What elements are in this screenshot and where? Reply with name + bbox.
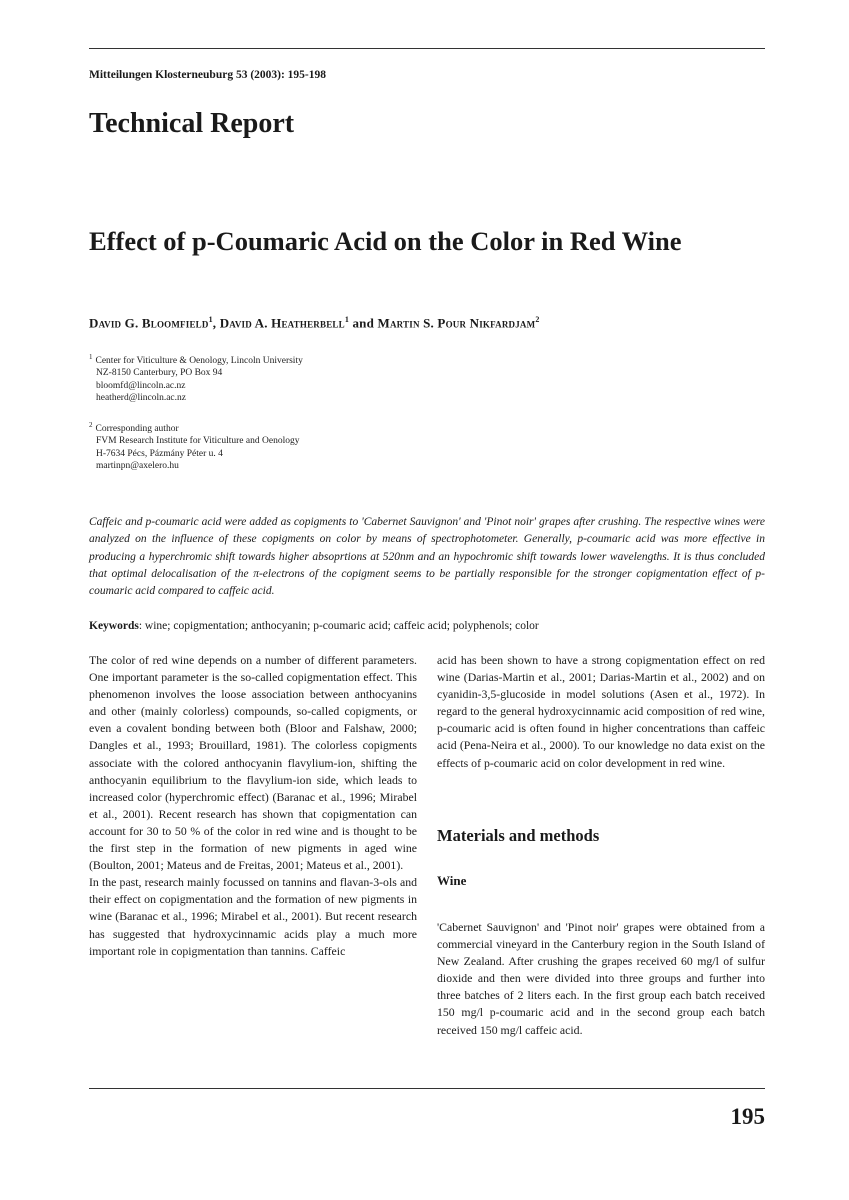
footer-rule [89, 1088, 765, 1089]
keywords [89, 618, 765, 635]
section-heading-materials: Materials and methods [437, 826, 600, 845]
header-rule [89, 48, 765, 49]
page-number: 195 [730, 1104, 765, 1129]
affiliation-2 [89, 419, 299, 472]
affiliation-1 [89, 351, 303, 404]
affiliation-line: NZ-8150 Canterbury, PO Box 94 [96, 368, 223, 379]
body-column-right [437, 652, 765, 772]
body-paragraph: The color of red wine depends on a number of different parameters. One important parameter is the so-called copigmentation effect. This phenomenon involves the loose association between anthocyanins and other (mainly colorless) compounds, so-called copigments, or even a covalent bonding between both (Bloor and Falshaw, 2000; Dangles et al., 1993; Brouillard, 1981). The colorless copigments associate with the colored anthocyanin flavylium-ion, shifting the anthocyanin equilibrium to the flavylium-ion side, which leads to increased color (hyperchromic effect) (Baranac et al., 1996; Mirabel et al., 2001). Recent research has shown that copigmentation can account for 30 to 50 % of the color in red wine and is thought to be the first step in the formation of new pigments in aged wine (Boulton, 2001; Mateus and de Freitas, 2001; Mateus et al., 2001). [89, 653, 417, 873]
affiliation-number: 2 [89, 421, 93, 429]
author-name: David G. Bloomfield [89, 315, 209, 331]
body-paragraph: acid has been shown to have a strong copigmentation effect on red wine (Darias-Martin et al., 2001; Darias-Martin et al., 2002) and on cyanidin-3,5-glucoside in model solutions (Asen et al., 1972). In regard to the general hydroxycinnamic acid composition of red wine, p-coumaric acid is often found in higher concentrations than caffeic acid (Pena-Neira et al., 2000). To our knowledge no data exist on the effects of p-coumaric acid on color development in red wine. [437, 653, 765, 770]
body-column-left [89, 652, 417, 960]
author-name: David A. Heatherbell [219, 315, 345, 331]
affiliation-line: FVM Research Institute for Viticulture and Oenology [96, 436, 300, 447]
affiliation-number: 1 [89, 353, 93, 361]
author-affiliation-mark: 2 [535, 315, 540, 324]
paper-title: Effect of p-Coumaric Acid on the Color in Red Wine [89, 226, 682, 256]
journal-citation: Mitteilungen Klosterneuburg 53 (2003): 195-198 [89, 69, 327, 81]
affiliation-email: bloomfd@lincoln.ac.nz [96, 380, 186, 391]
author-name: Martin S. Pour Nikfardjam [377, 315, 536, 331]
subsection-heading-wine: Wine [437, 873, 467, 888]
abstract: Caffeic and p-coumaric acid were added as copigments to 'Cabernet Sauvignon' and 'Pinot noir' grapes after crushing. The respective wines were analyzed on the influence of these copigments on color by means of spectrophotometer. Generally, p-coumaric acid was more effective in producing a hyperchromic shift towards higher absoprtions at 520nm and an hypochromic shift towards lower wavelengths. It is thus concluded that optimal delocalisation of the π-electrons of the copigment seems to be partially responsible for the stronger copigmentation effect of p-coumaric acid compared to caffeic acid. [89, 516, 765, 598]
body-column-right-lower [437, 919, 765, 1039]
affiliation-line: H-7634 Pécs, Pázmány Péter u. 4 [96, 448, 223, 459]
affiliation-line: $^2$ Corresponding author [89, 421, 179, 435]
author-conjunction: and [349, 315, 378, 331]
author-affiliation-mark: 1 [344, 315, 350, 324]
keywords-text: : wine; copigmentation; anthocyanin; p-coumaric acid; caffeic acid; polyphenols; color [138, 620, 539, 632]
author-separator: , [212, 315, 220, 331]
affiliation-email: martinpn@axelero.hu [96, 461, 179, 472]
section-label: Technical Report [89, 108, 295, 139]
author-affiliation-mark: 1 [208, 315, 213, 324]
body-paragraph: 'Cabernet Sauvignon' and 'Pinot noir' grapes were obtained from a commercial vineyard in the Canterbury region in the South Island of New Zealand. After crushing the grapes received 60 mg/l of sulfur dioxide and then were divided into three groups and further into three batches of 2 liters each. In the first group each batch received 150 mg/l p-coumaric acid and in the second group each batch received 150 mg/l caffeic acid. [437, 920, 765, 1037]
body-paragraph: In the past, research mainly focussed on tannins and flavan-3-ols and their effect on copigmentation and the formation of new pigments in wine (Baranac et al., 1996; Mirabel et al., 2001). But recent research has suggested that hydroxycinnamic acids play a much more important role in copigmentation than tannins. Caffeic [89, 875, 417, 958]
author-list [89, 315, 540, 331]
affiliation-email: heatherd@lincoln.ac.nz [96, 393, 186, 404]
affiliation-line: $^1$ Center for Viticulture & Oenology, Lincoln University [89, 353, 303, 367]
keywords-label: Keywords [89, 620, 139, 632]
